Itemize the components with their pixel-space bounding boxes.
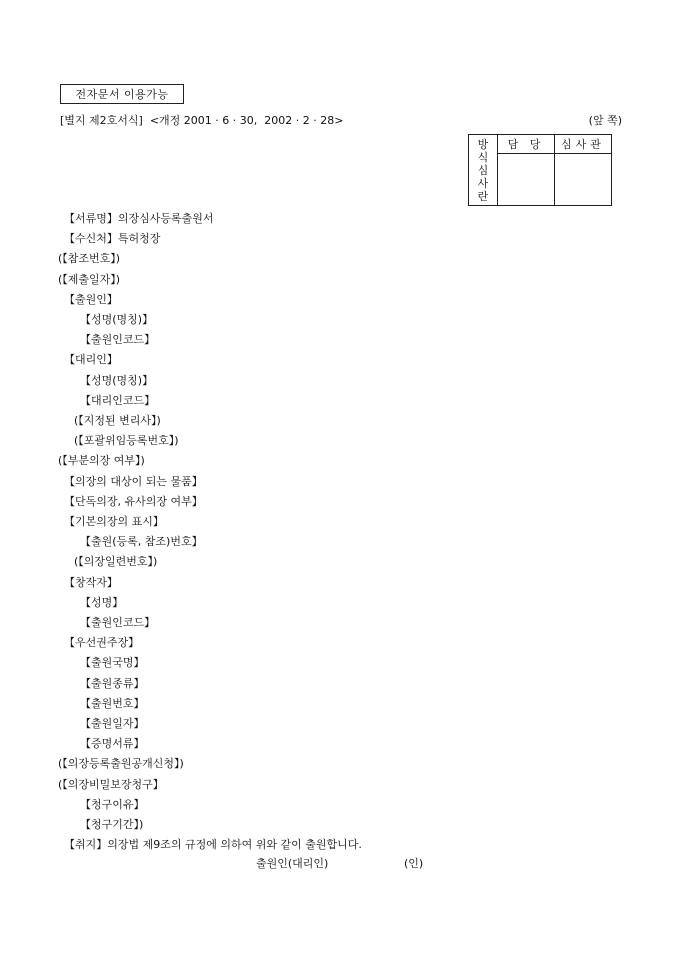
form-field-line: 【출원인】 — [64, 293, 118, 306]
form-field-line: 【창작자】 — [64, 576, 118, 589]
tag-label: 전자문서 이용가능 — [75, 88, 169, 101]
form-field-line: 【출원(등록, 참조)번호】 — [80, 535, 203, 548]
col-header-clerk: 담 당 — [498, 135, 555, 154]
examiner-stamp-cell — [555, 154, 612, 206]
form-field-line: (【의장등록출원공개신청】) — [58, 757, 184, 770]
review-table — [468, 134, 612, 206]
form-field-line: 【출원번호】 — [80, 697, 145, 710]
form-field-line: 【의장의 대상이 되는 물품】 — [64, 475, 203, 488]
form-field-line: 【청구이유】 — [80, 798, 145, 811]
form-field-line: 【출원일자】 — [80, 717, 145, 730]
form-field-line: 【성명(명칭)】 — [80, 313, 154, 326]
form-field-line: 【증명서류】 — [80, 737, 145, 750]
form-field-line: 【서류명】의장심사등록출원서 — [64, 212, 214, 225]
col-header-examiner: 심사관 — [555, 135, 612, 154]
form-field-line: 【기본의장의 표시】 — [64, 515, 164, 528]
side-char: 방 — [477, 137, 489, 151]
seal-mark: (인) — [404, 857, 424, 870]
form-field-line: (【지정된 변리사】) — [74, 414, 161, 427]
form-field-line: 【대리인】 — [64, 353, 118, 366]
form-field-line: 【성명(명칭)】 — [80, 374, 154, 387]
form-field-line: (【부분의장 여부】) — [58, 454, 145, 467]
form-field-line: 【취지】의장법 제9조의 규정에 의하여 위와 같이 출원합니다. — [64, 838, 362, 851]
page-side-label: (앞 쪽) — [588, 114, 622, 127]
form-field-line: 【단독의장, 유사의장 여부】 — [64, 495, 203, 508]
side-char: 사 — [477, 176, 489, 190]
form-field-line: (【참조번호】) — [58, 252, 121, 265]
form-field-line: (【의장비밀보장청구】 — [58, 778, 164, 791]
form-field-line: 【출원인코드】 — [80, 616, 156, 629]
form-field-line: 【우선권주장】 — [64, 636, 140, 649]
form-field-line: 【출원인코드】 — [80, 333, 156, 346]
form-field-line: 【성명】 — [80, 596, 124, 609]
form-field-line: 【수신처】특허청장 — [64, 232, 161, 245]
form-field-line: 【출원종류】 — [80, 677, 145, 690]
form-field-line: 【청구기간】) — [80, 818, 144, 831]
form-field-line: (【포괄위임등록번호】) — [74, 434, 179, 447]
form-number-line: [별지 제2호서식] <개정 2001 · 6 · 30, 2002 · 2 · 28> — [60, 114, 344, 127]
side-char: 심 — [477, 163, 489, 177]
side-char: 식 — [477, 150, 489, 164]
form-field-line: (【의장일련번호】) — [74, 555, 158, 568]
signature-label: 출원인(대리인) — [256, 857, 329, 870]
review-side-label — [469, 135, 498, 206]
form-field-line: 【대리인코드】 — [80, 394, 156, 407]
form-field-line: (【제출일자】) — [58, 273, 121, 286]
clerk-stamp-cell — [498, 154, 555, 206]
side-char: 란 — [477, 189, 489, 203]
electronic-document-tag — [60, 84, 184, 104]
form-field-line: 【출원국명】 — [80, 656, 145, 669]
